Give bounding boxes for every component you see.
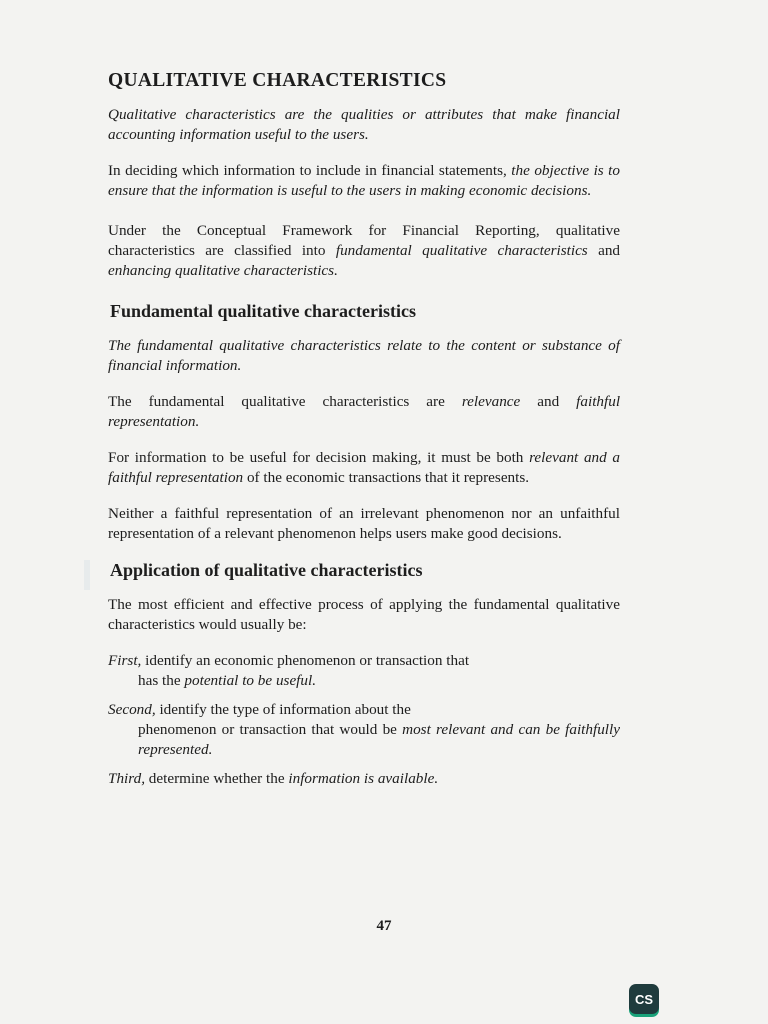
step-first-continuation (108, 671, 620, 691)
step-second (108, 700, 620, 760)
are-and: and (537, 393, 560, 411)
faithful-representation-term: faithful representation. (108, 393, 621, 431)
camscanner-logo-icon: CS (629, 984, 659, 1014)
neither-paragraph: Neither a faithful representation of an irrelevant phenomenon nor an unfaithful representation of a relevant phenomenon helps users make good decisions. (108, 505, 620, 543)
framework-paragraph (108, 221, 620, 281)
deciding-paragraph (108, 161, 620, 201)
step-first-cont-italic: potential to be useful. (184, 671, 317, 689)
page-content (108, 70, 620, 798)
framework-lead: Under the Conceptual Framework for Financial Reporting, qualitative characteristics are classified into (108, 222, 620, 260)
step-first-text: identify an economic phenomenon or transaction that (145, 651, 470, 669)
useful-italic: relevant and a faithful representation (108, 449, 620, 487)
framework-enhancing-term: enhancing qualitative characteristics. (108, 262, 338, 280)
deciding-lead: In deciding which information to include in financial statements, (108, 162, 507, 180)
fundamental-heading: Fundamental qualitative characteristics (110, 301, 416, 322)
useful-tail: of the economic transactions that it represents. (246, 469, 530, 487)
process-paragraph: The most efficient and effective process of applying the fundamental qualitative characteristics would usually be: (108, 595, 620, 633)
deciding-objective: the objective is to ensure that the information is useful to the users in making economic decisions. (108, 162, 620, 200)
relevance-term: relevance (461, 393, 521, 411)
step-first (108, 651, 620, 691)
scan-artifact (84, 560, 90, 590)
section-heading: QUALITATIVE CHARACTERISTICS (108, 70, 447, 91)
useful-paragraph (108, 448, 620, 488)
are-lead: The fundamental qualitative characteristics are (108, 393, 445, 411)
fundamental-definition: The fundamental qualitative characteristics relate to the content or substance of financial information. (108, 337, 620, 375)
step-third-italic: information is available. (288, 769, 439, 787)
step-second-continuation (108, 720, 620, 760)
step-third (108, 769, 620, 789)
step-first-label: First, (108, 651, 142, 669)
step-third-text: determine whether the (148, 769, 285, 787)
step-third-label: Third, (108, 769, 145, 787)
step-second-label: Second, (108, 700, 156, 718)
step-first-cont-lead: has the (138, 671, 181, 689)
application-heading: Application of qualitative characteristics (110, 560, 423, 581)
step-second-cont-italic: most relevant and can be faithfully represented. (138, 720, 620, 758)
intro-paragraph: Qualitative characteristics are the qualities or attributes that make financial accounting information useful to the users. (108, 106, 620, 144)
step-second-cont-lead: phenomenon or transaction that would be (138, 720, 397, 738)
framework-and: and (598, 242, 621, 260)
fundamental-list-paragraph (108, 392, 620, 432)
framework-fundamental-term: fundamental qualitative characteristics (335, 242, 588, 260)
useful-lead: For information to be useful for decision making, it must be both (108, 449, 524, 467)
step-second-text: identify the type of information about the (159, 700, 411, 718)
page-number: 47 (376, 918, 392, 934)
